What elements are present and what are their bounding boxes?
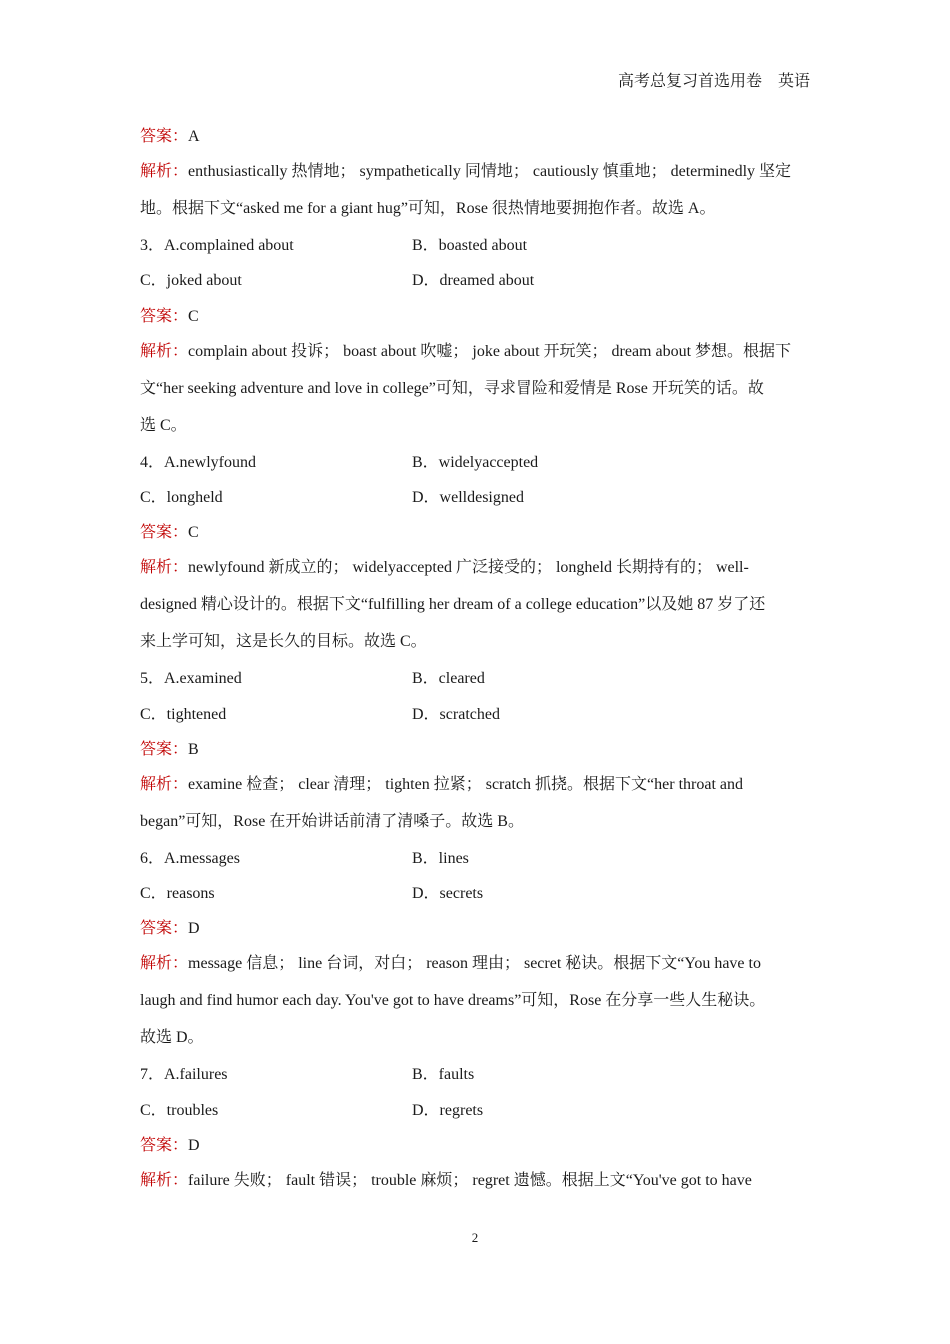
analysis-label: 解析： [140,342,189,360]
option-row [140,486,810,521]
option-b: B．faults [412,1066,475,1084]
answer-line [140,917,810,952]
answer-line [140,305,810,340]
option-a: 7．A.failures [140,1066,228,1084]
option-c: C．reasons [140,885,215,903]
analysis-label: 解析： [140,775,189,793]
analysis-row [140,377,810,414]
answer-value: C [188,307,199,325]
analysis-row [140,414,810,451]
option-b: B．widelyaccepted [412,453,539,471]
analysis-row [140,593,810,630]
analysis-text: message 信息； line 台词，对白； reason 理由； secret 秘诀。根据下文“You have to [188,955,761,973]
answer-label: 答案： [140,740,189,758]
answer-label: 答案： [140,524,189,542]
option-row [140,703,810,738]
option-row [140,847,810,882]
option-b: B．cleared [412,670,485,688]
analysis-text: 选 C。 [140,416,187,434]
analysis-row [140,989,810,1026]
analysis-text: examine 检查； clear 清理； tighten 拉紧； scratch 抓挠。根据下文“her throat and [188,775,743,793]
option-a: 6．A.messages [140,849,240,867]
analysis-row [140,340,810,377]
analysis-row [140,1026,810,1063]
option-row [140,882,810,917]
option-d: D．regrets [412,1101,484,1119]
analysis-first-line [140,955,761,972]
answer-value: B [188,740,199,758]
option-c: C．troubles [140,1101,219,1119]
answer-value: D [188,920,200,938]
option-d: D．welldesigned [412,488,524,506]
option-a: 3．A.complained about [140,237,294,255]
analysis-first-line [140,1172,752,1189]
answer-line [140,1134,810,1169]
analysis-row [140,1169,810,1206]
analysis-label: 解析： [140,955,189,973]
answer-value: D [188,1136,200,1154]
option-c: C．longheld [140,488,223,506]
page-number: 2 [471,1230,479,1245]
analysis-row [140,952,810,989]
analysis-row [140,556,810,593]
answer-label: 答案： [140,128,189,145]
analysis-text: 文“her seeking adventure and love in college”可知，寻求冒险和爱情是 Rose 开玩笑的话。故 [140,379,764,397]
answer-label: 答案： [140,1136,189,1154]
analysis-label: 解析： [140,163,189,181]
option-a: 5．A.examined [140,670,242,688]
header-title: 高考总复习首选用卷 英语 [617,73,810,90]
answer-value: A [188,128,200,145]
document-body [140,125,810,1206]
analysis-paragraph [140,340,810,451]
option-row [140,1063,810,1098]
answer-line [140,521,810,556]
analysis-paragraph [140,160,810,234]
analysis-row [140,810,810,847]
analysis-paragraph [140,952,810,1063]
option-row [140,269,810,304]
option-row [140,1099,810,1134]
analysis-text: 故选 D。 [140,1029,204,1047]
analysis-text: enthusiastically 热情地； sympathetically 同情地； cautiously 慎重地； determinedly 坚定 [188,163,792,181]
option-b: B．boasted about [412,237,528,255]
analysis-first-line [140,163,791,180]
analysis-text: complain about 投诉； boast about 吹嘘； joke about 开玩笑； dream about 梦想。根据下 [188,342,792,360]
analysis-text: 来上学可知，这是长久的目标。故选 C。 [140,633,427,651]
analysis-text: began”可知，Rose 在开始讲话前清了清嗓子。故选 B。 [140,812,524,830]
answer-value: C [188,524,199,542]
analysis-label: 解析： [140,559,189,577]
analysis-text: failure 失败； fault 错误； trouble 麻烦； regret 遗憾。根据上文“You've got to have [188,1172,752,1189]
answer-label: 答案： [140,920,189,938]
analysis-row [140,160,810,197]
analysis-paragraph [140,773,810,847]
analysis-text: designed 精心设计的。根据下文“fulfilling her dream of a college education”以及她 87 岁了还 [140,596,766,614]
analysis-first-line [140,559,749,576]
answer-label: 答案： [140,307,189,325]
option-row [140,234,810,269]
analysis-row [140,197,810,234]
analysis-text: 地。根据下文“asked me for a giant hug”可知，Rose 很热情地要拥抱作者。故选 A。 [140,200,716,218]
analysis-row [140,773,810,810]
answer-line [140,125,810,160]
option-d: D．dreamed about [412,272,535,290]
option-c: C．tightened [140,705,227,723]
analysis-first-line [140,776,743,793]
analysis-first-line [140,343,791,360]
analysis-paragraph [140,556,810,667]
analysis-text: laugh and find humor each day. You've got to have dreams”可知，Rose 在分享一些人生秘诀。 [140,992,766,1010]
analysis-row [140,630,810,667]
analysis-text: newlyfound 新成立的； widelyaccepted 广泛接受的； longheld 长期持有的； well- [188,559,749,577]
option-d: D．scratched [412,705,500,723]
analysis-paragraph [140,1169,810,1206]
option-row [140,667,810,702]
answer-line [140,738,810,773]
option-a: 4．A.newlyfound [140,453,256,471]
analysis-label: 解析： [140,1172,189,1189]
option-b: B．lines [412,849,469,867]
option-row [140,451,810,486]
option-d: D．secrets [412,885,484,903]
option-c: C．joked about [140,272,242,290]
